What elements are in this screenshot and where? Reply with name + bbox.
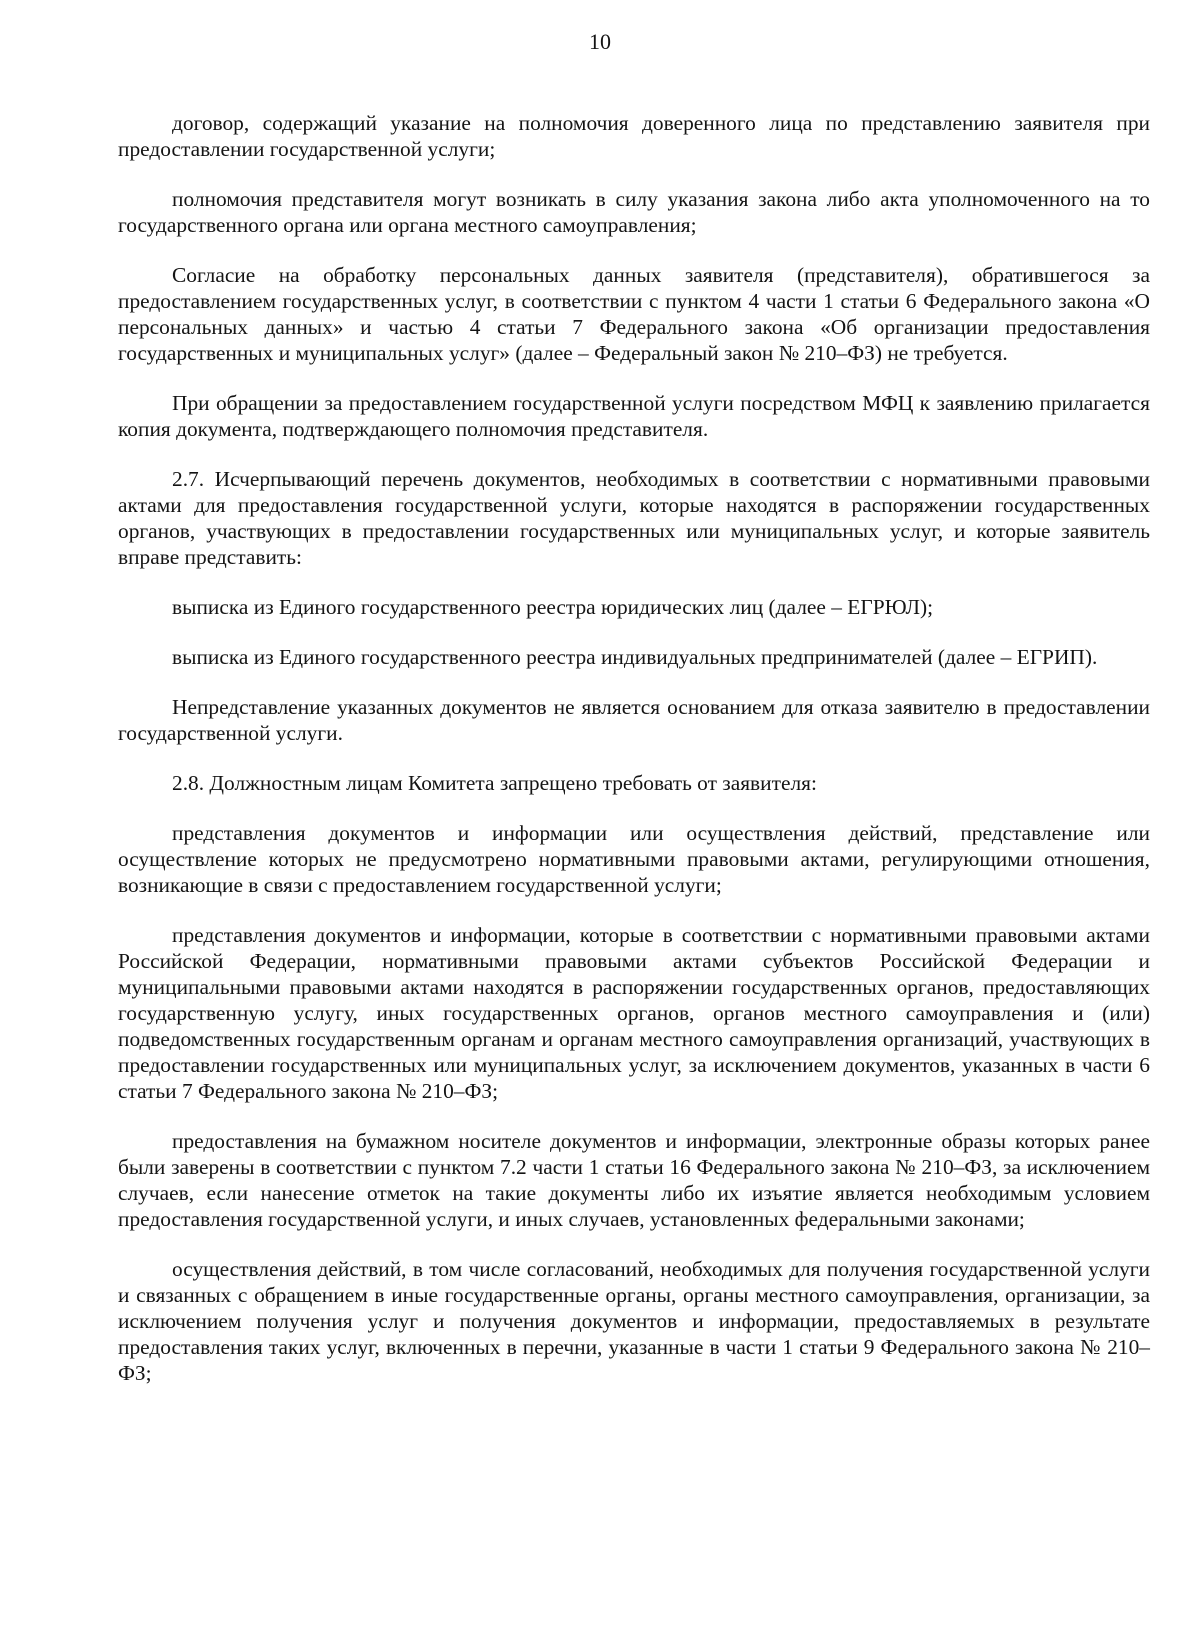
paragraph-mfc-request: При обращении за предоставлением государственной услуги посредством МФЦ к заявлению прилагается копия документа, подтверждающего полномочия представителя. (118, 391, 1150, 441)
paragraph-egrul-extract: выписка из Единого государственного реестра юридических лиц (далее – ЕГРЮЛ); (172, 595, 934, 619)
page-number: 10 (589, 29, 611, 54)
paragraph-section-2-7: 2.7. Исчерпывающий перечень документов, необходимых в соответствии с нормативными правовыми актами для предоставления государственной услуги, которые находятся в распоряжении государственных органов, участвующих в предоставлении государственных или муниципальных услуг, и которые заявитель вправе представить: (118, 467, 1150, 569)
paragraph-prohibition-paper: предоставления на бумажном носителе документов и информации, электронные образы которых ранее были заверены в соответствии с пунктом 7.2 части 1 статьи 16 Федерального закона № 210–ФЗ, за исключением случаев, если нанесение отметок на такие документы либо их изъятие является необходимым условием предоставления государственной услуги, и иных случаев, установленных федеральными законами; (118, 1129, 1150, 1231)
paragraph-prohibition-approvals: осуществления действий, в том числе согласований, необходимых для получения государственной услуги и связанных с обращением в иные государственные органы, органы местного самоуправления, организации, за исключением получения услуг и получения документов и информации, предоставляемых в результате предоставления таких услуг, включенных в перечни, указанные в части 1 статьи 9 Федерального закона № 210–ФЗ; (118, 1257, 1150, 1385)
paragraph-representative-powers: полномочия представителя могут возникать в силу указания закона либо акта уполномоченного на то государственного органа или органа местного самоуправления; (118, 187, 1150, 237)
paragraph-section-2-8: 2.8. Должностным лицам Комитета запрещено требовать от заявителя: (172, 771, 817, 795)
paragraph-prohibition-actions: представления документов и информации или осуществления действий, представление или осуществление которых не предусмотрено нормативными правовыми актами, регулирующими отношения, возникающие в связи с предоставлением государственной услуги; (118, 821, 1150, 897)
paragraph-non-submission: Непредставление указанных документов не является основанием для отказа заявителю в предоставлении государственной услуги. (118, 695, 1150, 745)
paragraph-personal-data-consent: Согласие на обработку персональных данных заявителя (представителя), обратившегося за предоставлением государственных услуг, в соответствии с пунктом 4 части 1 статьи 6 Федерального закона «О персональных данных» и частью 4 статьи 7 Федерального закона «Об организации предоставления государственных и муниципальных услуг» (далее – Федеральный закон № 210–ФЗ) не требуется. (118, 263, 1150, 365)
paragraph-trust-agreement: договор, содержащий указание на полномочия доверенного лица по представлению заявителя при предоставлении государственной услуги; (118, 111, 1150, 161)
paragraph-prohibition-documents: представления документов и информации, которые в соответствии с нормативными правовыми актами Российской Федерации, нормативными правовыми актами субъектов Российской Федерации и муниципальными правовыми актами находятся в распоряжении государственных органов, предоставляющих государственную услугу, иных государственных органов, органов местного самоуправления и (или) подведомственных государственным органам и органам местного самоуправления организаций, участвующих в предоставлении государственных или муниципальных услуг, за исключением документов, указанных в части 6 статьи 7 Федерального закона № 210–ФЗ; (118, 923, 1150, 1103)
paragraph-egrip-extract: выписка из Единого государственного реестра индивидуальных предпринимателей (далее – ЕГРИП). (172, 645, 1098, 669)
document-body (118, 110, 1150, 1410)
